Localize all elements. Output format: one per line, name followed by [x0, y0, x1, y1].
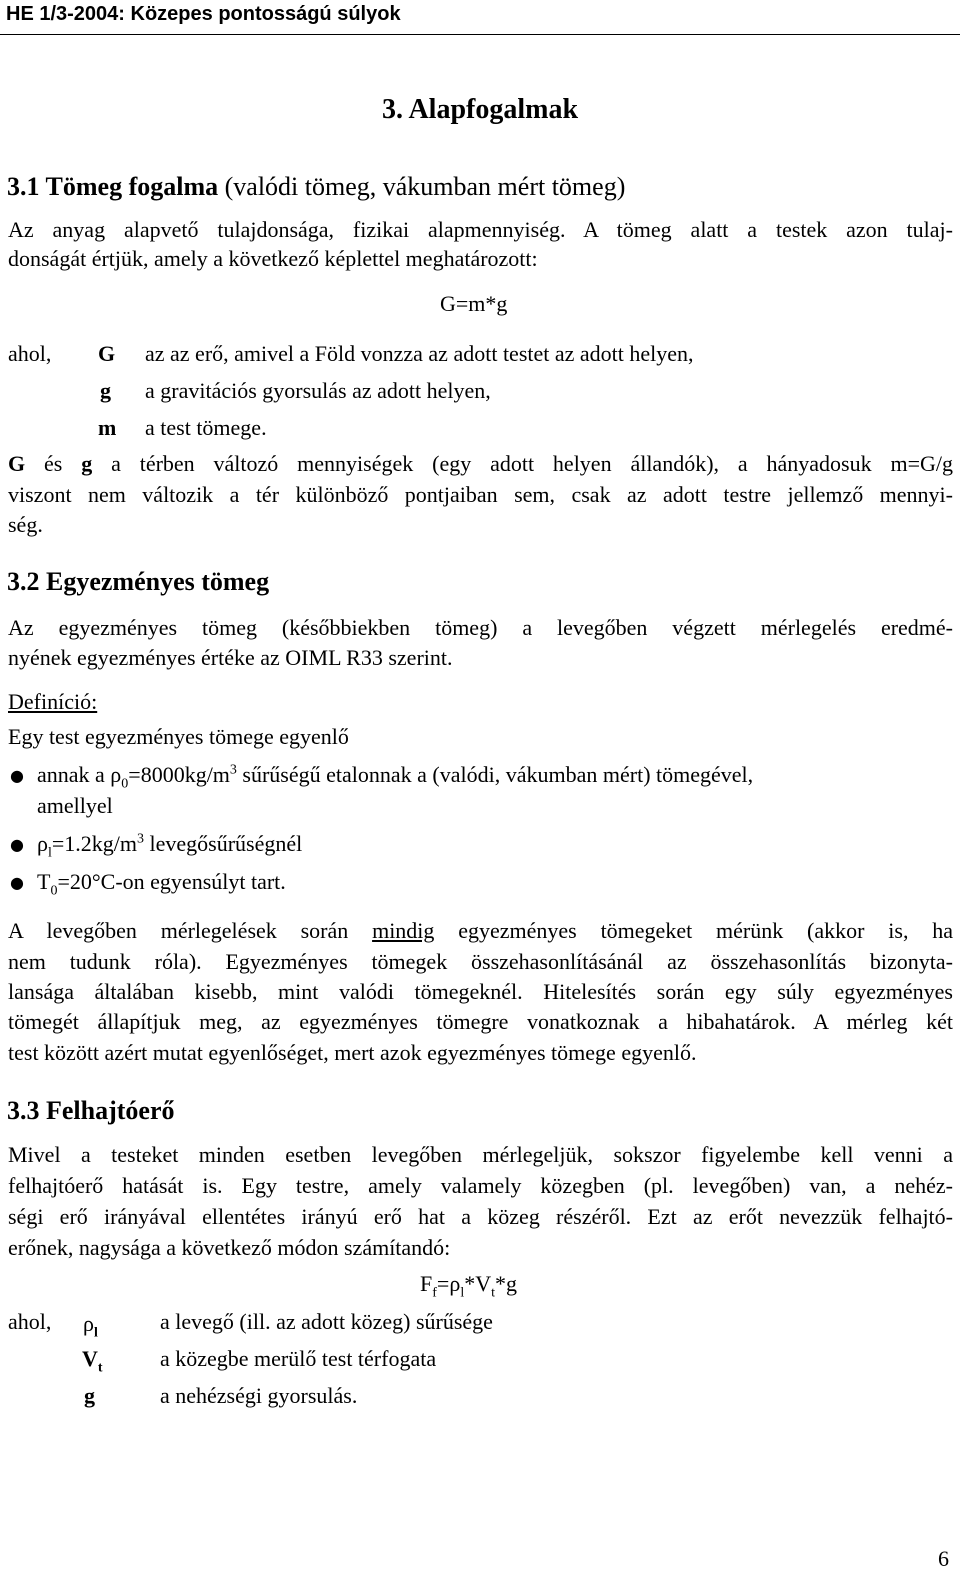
where-label-2: ahol, — [8, 1309, 52, 1334]
s33-paragraph-1-line-1: Mivel a testeket minden esetben levegőben mérlegeljük, sokszor figyelembe kell venni a — [8, 1142, 953, 1167]
def-symbol-V-t — [82, 1346, 103, 1376]
s33-paragraph-1-line-2: felhajtóerő hatását is. Egy testre, amely valamely közegben (pl. levegőben) van, a nehéz- — [8, 1173, 953, 1198]
s31-p2-line-1-rest: a térben változó mennyiségek (egy adott helyen állandók), a hányadosuk m=G/g — [92, 451, 954, 476]
b1-sup: 3 — [229, 762, 237, 778]
b2-text-a: ρ — [37, 831, 48, 856]
section-3-1-heading — [7, 172, 625, 202]
def-text-V-t: a közegbe merülő test térfogata — [160, 1346, 437, 1371]
formula-g-equals-mg: G=m*g — [440, 291, 508, 316]
def-symbol-g-2: g — [84, 1383, 95, 1408]
rho-sub-l: l — [93, 1325, 98, 1341]
b1-text-a: annak a ρ — [37, 762, 122, 787]
bullet-2 — [37, 831, 303, 861]
s31-paragraph-1-line-1: Az anyag alapvető tulajdonsága, fizikai alapmennyiség. A tömeg alatt a testek azon tulaj- — [8, 217, 953, 242]
b3-text-a: T — [37, 869, 51, 894]
symbol-g-bold: g — [81, 451, 93, 476]
s33-paragraph-1-line-3: ségi erő irányával ellentétes irányú erő hat a közeg részéről. Ezt az erőt nevezzük felhajtó- — [8, 1204, 953, 1229]
formula-eq-rho: =ρ — [436, 1271, 461, 1296]
header-rule — [0, 34, 960, 35]
section-3-3-title: 3.3 Felhajtóerő — [7, 1096, 175, 1125]
b1-text-c: sűrűségű etalonnak a (valódi, vákumban mért) tömegével, — [236, 762, 754, 787]
symbol-G-bold: G — [8, 451, 26, 476]
s32-paragraph-2-line-2: nem tudunk róla). Egyezményes tömegek összehasonlításánál az összehasonlítás bizonyta- — [8, 949, 953, 974]
formula-mul-V: *V — [464, 1271, 492, 1296]
s32-paragraph-2-line-3: lansága általában kisebb, mint valódi tömegeknél. Hitelesítés során egy súly egyezményes — [8, 979, 953, 1004]
b2-text-b: =1.2kg/m — [51, 831, 138, 856]
formula-sub-f: f — [432, 1285, 437, 1301]
s32-paragraph-2-line-5: test között azért mutat egyenlőséget, mert azok egyezményes tömege egyenlő. — [8, 1040, 697, 1065]
formula-F: F — [420, 1271, 433, 1296]
def-symbol-g: g — [100, 378, 111, 403]
def-text-rho-l: a levegő (ill. az adott közeg) sűrűsége — [160, 1309, 493, 1334]
b2-text-c: levegősűrűségnél — [144, 831, 303, 856]
b3-sub: 0 — [50, 883, 58, 899]
def-text-g: a gravitációs gyorsulás az adott helyen, — [145, 378, 491, 403]
s31-paragraph-2-line-2: viszont nem változik a tér különböző pontjaiban sem, csak az adott testre jellemző mennyi- — [8, 482, 953, 507]
def-symbol-G: G — [98, 341, 116, 366]
s31-paragraph-2-line-1 — [8, 451, 953, 477]
formula-buoyancy — [420, 1271, 517, 1301]
s31-paragraph-2-line-3: ség. — [8, 512, 43, 537]
V-symbol: V — [82, 1346, 98, 1371]
b1-sub: 0 — [121, 776, 129, 792]
bullet-1-line-2: amellyel — [37, 793, 113, 818]
chapter-title: 3. Alapfogalmak — [381, 94, 579, 125]
s32-paragraph-1-line-1: Az egyezményes tömeg (későbbiekben tömeg) a levegőben végzett mérlegelés eredmé- — [8, 615, 953, 640]
V-sub-t: t — [97, 1360, 103, 1376]
section-3-1-subtitle: (valódi tömeg, vákumban mért tömeg) — [218, 172, 626, 201]
where-label: ahol, — [8, 341, 52, 366]
def-text-m: a test tömege. — [145, 415, 267, 440]
formula-mul-g: *g — [494, 1271, 517, 1296]
s32-p2-text-b: egyezményes tömegeket mérünk (akkor is, ha — [458, 918, 954, 943]
underlined-word-mindig: mindig — [372, 918, 435, 943]
definition-intro: Egy test egyezményes tömege egyenlő — [8, 724, 349, 749]
b3-text-b: =20°C-on egyensúlyt tart. — [57, 869, 286, 894]
b2-sup: 3 — [137, 831, 145, 847]
s32-paragraph-2-line-4: tömegét állapítjuk meg, az egyezményes tömegre vonatkoznak a hibahatárok. A mérleg két — [8, 1009, 953, 1034]
def-text-g-2: a nehézségi gyorsulás. — [160, 1383, 358, 1408]
formula-sub-l: l — [460, 1285, 465, 1301]
document-header: HE 1/3-2004: Közepes pontosságú súlyok — [6, 3, 401, 25]
bullet-1-line-1 — [37, 762, 754, 792]
section-3-1-title: 3.1 Tömeg fogalma — [7, 172, 219, 201]
bullet-dot-1: ● — [10, 766, 24, 785]
bullet-dot-3: ● — [10, 873, 24, 892]
def-symbol-m: m — [98, 415, 117, 440]
definition-label: Definíció: — [8, 689, 98, 714]
def-text-G: az az erő, amivel a Föld vonzza az adott testet az adott helyen, — [145, 341, 694, 366]
s31-paragraph-1-line-2: donságát értjük, amely a következő képlettel meghatározott: — [8, 246, 538, 271]
section-3-2-title: 3.2 Egyezményes tömeg — [7, 567, 270, 596]
text-es: és — [25, 451, 82, 476]
def-symbol-rho-l — [83, 1311, 98, 1341]
s33-paragraph-1-line-4: erőnek, nagysága a következő módon számítandó: — [8, 1235, 451, 1260]
bullet-3 — [37, 869, 286, 899]
b1-text-b: =8000kg/m — [128, 762, 230, 787]
rho-symbol: ρ — [83, 1311, 94, 1336]
bullet-dot-2: ● — [10, 835, 24, 854]
s32-paragraph-2-line-1 — [8, 918, 953, 944]
s32-p2-text-a: A levegőben mérlegelések során — [8, 918, 349, 943]
page-number: 6 — [938, 1546, 949, 1571]
formula-sub-t: t — [491, 1285, 495, 1301]
b2-sub: l — [47, 845, 52, 861]
s32-paragraph-1-line-2: nyének egyezményes értéke az OIML R33 szerint. — [8, 645, 453, 670]
